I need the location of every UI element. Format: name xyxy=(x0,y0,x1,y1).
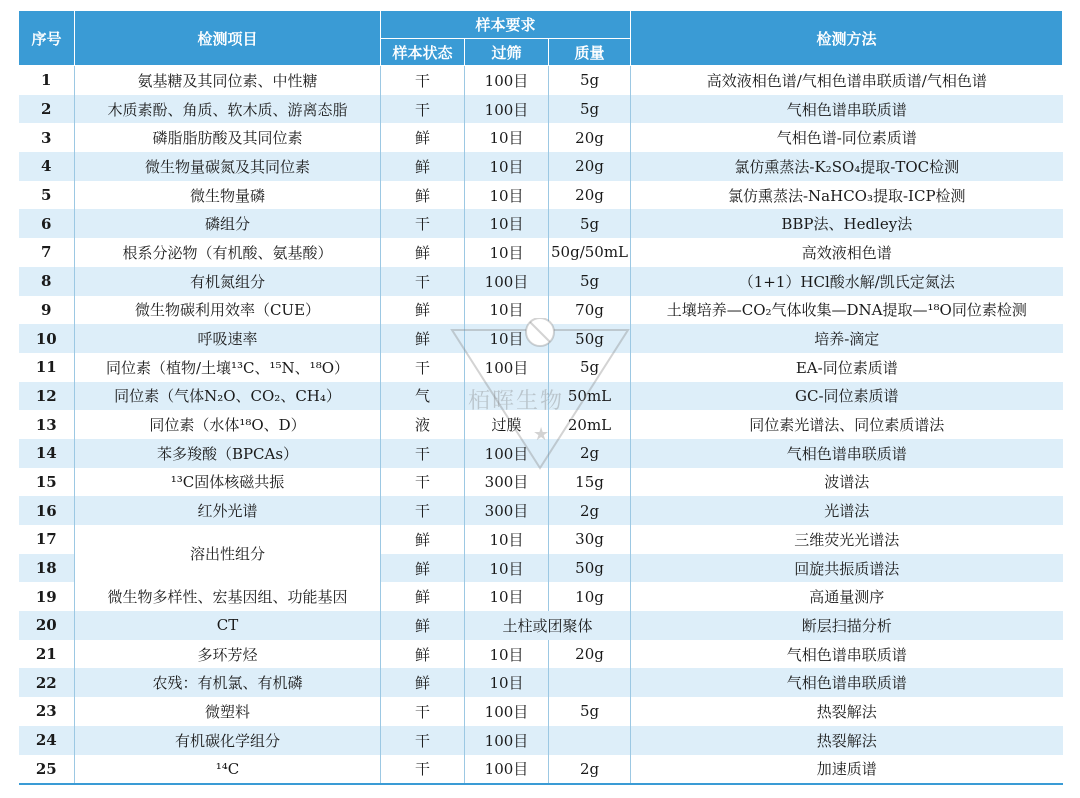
cell-no: 7 xyxy=(19,238,75,267)
watermark-text: 栢晖生物 xyxy=(468,389,565,414)
header-sieve: 过筛 xyxy=(465,39,549,66)
cell-method: （1+1）HCl酸水解/凯氏定氮法 xyxy=(631,267,1063,296)
cell-no: 24 xyxy=(19,726,75,755)
cell-item: 微塑料 xyxy=(75,697,381,726)
cell-state: 鲜 xyxy=(381,152,465,181)
cell-method: 热裂解法 xyxy=(631,697,1063,726)
cell-item: 红外光谱 xyxy=(75,496,381,525)
cell-sieve: 100目 xyxy=(465,755,549,785)
cell-sieve: 10目 xyxy=(465,640,549,669)
cell-mass: 50mL xyxy=(549,382,631,411)
cell-method: 气相色谱串联质谱 xyxy=(631,95,1063,124)
cell-no: 11 xyxy=(19,353,75,382)
cell-item: 农残：有机氯、有机磷 xyxy=(75,668,381,697)
table-row xyxy=(19,209,1063,238)
header-no: 序号 xyxy=(19,11,75,66)
cell-sieve: 10目 xyxy=(465,324,549,353)
cell-method: 气相色谱串联质谱 xyxy=(631,640,1063,669)
cell-sieve: 10目 xyxy=(465,582,549,611)
cell-state: 鲜 xyxy=(381,582,465,611)
cell-state: 干 xyxy=(381,755,465,785)
cell-state: 鲜 xyxy=(381,181,465,210)
cell-method: 热裂解法 xyxy=(631,726,1063,755)
svg-text:★: ★ xyxy=(533,424,550,445)
cell-sieve: 300目 xyxy=(465,468,549,497)
cell-method: 培养-滴定 xyxy=(631,324,1063,353)
table-row xyxy=(19,468,1063,497)
table-row xyxy=(19,611,1063,640)
cell-method: 气相色谱串联质谱 xyxy=(631,439,1063,468)
cell-sieve: 100目 xyxy=(465,353,549,382)
cell-mass: 2g xyxy=(549,496,631,525)
table-row xyxy=(19,267,1063,296)
cell-sieve: 100目 xyxy=(465,726,549,755)
cell-method: 断层扫描分析 xyxy=(631,611,1063,640)
header-state: 样本状态 xyxy=(381,39,465,66)
cell-method: 土壤培养—CO₂气体收集—DNA提取—¹⁸O同位素检测 xyxy=(631,296,1063,325)
cell-no: 14 xyxy=(19,439,75,468)
cell-state: 鲜 xyxy=(381,525,465,554)
cell-sieve: 10目 xyxy=(465,123,549,152)
cell-mass: 50g xyxy=(549,324,631,353)
table-row xyxy=(19,755,1063,785)
table-row xyxy=(19,152,1063,181)
table-row xyxy=(19,95,1063,124)
cell-state: 干 xyxy=(381,267,465,296)
cell-state: 干 xyxy=(381,95,465,124)
cell-item: CT xyxy=(75,611,381,640)
cell-sieve: 10目 xyxy=(465,209,549,238)
cell-state: 鲜 xyxy=(381,640,465,669)
cell-state: 鲜 xyxy=(381,123,465,152)
cell-item: 同位素（气体N₂O、CO₂、CH₄） xyxy=(75,382,381,411)
table-row xyxy=(19,697,1063,726)
cell-state: 干 xyxy=(381,439,465,468)
table-row xyxy=(19,439,1063,468)
cell-method: 氯仿熏蒸法-K₂SO₄提取-TOC检测 xyxy=(631,152,1063,181)
table-row xyxy=(19,410,1063,439)
cell-state: 干 xyxy=(381,66,465,95)
cell-item: 微生物碳利用效率（CUE） xyxy=(75,296,381,325)
cell-sieve: 10目 xyxy=(465,525,549,554)
cell-mass: 5g xyxy=(549,697,631,726)
cell-method: 高效液相色谱 xyxy=(631,238,1063,267)
cell-method: 光谱法 xyxy=(631,496,1063,525)
cell-state: 鲜 xyxy=(381,611,465,640)
cell-item: 同位素（植物/土壤¹³C、¹⁵N、¹⁸O） xyxy=(75,353,381,382)
cell-no: 19 xyxy=(19,582,75,611)
table-row xyxy=(19,181,1063,210)
cell-mass: 50g/50mL xyxy=(549,238,631,267)
cell-no: 5 xyxy=(19,181,75,210)
cell-mass: 10g xyxy=(549,582,631,611)
cell-sieve: 100目 xyxy=(465,267,549,296)
cell-mass: 2g xyxy=(549,439,631,468)
cell-item: 有机碳化学组分 xyxy=(75,726,381,755)
cell-no: 10 xyxy=(19,324,75,353)
cell-sieve: 100目 xyxy=(465,66,549,95)
cell-state: 干 xyxy=(381,468,465,497)
cell-sieve: 10目 xyxy=(465,554,549,583)
table-row xyxy=(19,525,1063,554)
cell-item: 氨基糖及其同位素、中性糖 xyxy=(75,66,381,95)
cell-item: 同位素（水体¹⁸O、D） xyxy=(75,410,381,439)
cell-mass: 5g xyxy=(549,95,631,124)
header-method: 检测方法 xyxy=(631,11,1063,66)
cell-mass: 20g xyxy=(549,152,631,181)
cell-sieve: 100目 xyxy=(465,439,549,468)
cell-mass: 5g xyxy=(549,353,631,382)
cell-state: 干 xyxy=(381,209,465,238)
cell-method: 波谱法 xyxy=(631,468,1063,497)
cell-method: 同位素光谱法、同位素质谱法 xyxy=(631,410,1063,439)
cell-item: 根系分泌物（有机酸、氨基酸） xyxy=(75,238,381,267)
table-row xyxy=(19,726,1063,755)
cell-method: 氯仿熏蒸法-NaHCO₃提取-ICP检测 xyxy=(631,181,1063,210)
table-row xyxy=(19,496,1063,525)
cell-method: BBP法、Hedley法 xyxy=(631,209,1063,238)
header-mass: 质量 xyxy=(549,39,631,66)
cell-no: 18 xyxy=(19,554,75,583)
cell-state: 鲜 xyxy=(381,296,465,325)
cell-no: 22 xyxy=(19,668,75,697)
cell-state: 鲜 xyxy=(381,324,465,353)
cell-state: 鲜 xyxy=(381,554,465,583)
cell-mass: 5g xyxy=(549,66,631,95)
cell-no: 21 xyxy=(19,640,75,669)
cell-no: 6 xyxy=(19,209,75,238)
cell-state: 气 xyxy=(381,382,465,411)
cell-mass: 20g xyxy=(549,123,631,152)
cell-item: 磷脂脂肪酸及其同位素 xyxy=(75,123,381,152)
table-row xyxy=(19,640,1063,669)
cell-method: EA-同位素质谱 xyxy=(631,353,1063,382)
table-row xyxy=(19,668,1063,697)
cell-method: 气相色谱-同位素质谱 xyxy=(631,123,1063,152)
cell-no: 9 xyxy=(19,296,75,325)
cell-sieve: 300目 xyxy=(465,496,549,525)
cell-state: 鲜 xyxy=(381,238,465,267)
cell-sieve: 过膜 xyxy=(465,410,549,439)
cell-no: 20 xyxy=(19,611,75,640)
cell-no: 23 xyxy=(19,697,75,726)
header-item: 检测项目 xyxy=(75,11,381,66)
cell-item: 呼吸速率 xyxy=(75,324,381,353)
cell-state: 鲜 xyxy=(381,668,465,697)
cell-no: 3 xyxy=(19,123,75,152)
cell-method: 气相色谱串联质谱 xyxy=(631,668,1063,697)
cell-item: 苯多羧酸（BPCAs） xyxy=(75,439,381,468)
cell-no: 8 xyxy=(19,267,75,296)
cell-method: 三维荧光光谱法 xyxy=(631,525,1063,554)
table-row xyxy=(19,66,1063,95)
cell-sieve: 土柱或团聚体 xyxy=(465,611,631,640)
cell-no: 2 xyxy=(19,95,75,124)
cell-sieve: 100目 xyxy=(465,697,549,726)
cell-item: ¹⁴C xyxy=(75,755,381,785)
cell-method: 加速质谱 xyxy=(631,755,1063,785)
cell-item: 多环芳烃 xyxy=(75,640,381,669)
table-row xyxy=(19,382,1063,411)
cell-mass: 20mL xyxy=(549,410,631,439)
cell-mass: 2g xyxy=(549,755,631,785)
cell-mass: 5g xyxy=(549,267,631,296)
cell-mass: 15g xyxy=(549,468,631,497)
cell-item: 微生物量碳氮及其同位素 xyxy=(75,152,381,181)
header-sample-requirements: 样本要求 xyxy=(381,11,631,39)
table-row xyxy=(19,353,1063,382)
cell-item: 微生物量磷 xyxy=(75,181,381,210)
cell-mass: 5g xyxy=(549,209,631,238)
cell-no: 25 xyxy=(19,755,75,785)
cell-mass: 70g xyxy=(549,296,631,325)
cell-mass: 50g xyxy=(549,554,631,583)
cell-sieve: 10目 xyxy=(465,668,549,697)
cell-no: 12 xyxy=(19,382,75,411)
cell-no: 13 xyxy=(19,410,75,439)
table-row xyxy=(19,238,1063,267)
cell-no: 15 xyxy=(19,468,75,497)
cell-item: 木质素酚、角质、软木质、游离态脂 xyxy=(75,95,381,124)
cell-method: 回旋共振质谱法 xyxy=(631,554,1063,583)
table-row xyxy=(19,324,1063,353)
cell-state: 液 xyxy=(381,410,465,439)
cell-item: 微生物多样性、宏基因组、功能基因 xyxy=(75,582,381,611)
cell-sieve: 10目 xyxy=(465,181,549,210)
table-row xyxy=(19,123,1063,152)
cell-state: 干 xyxy=(381,697,465,726)
test-items-table xyxy=(18,10,1063,785)
cell-mass: 30g xyxy=(549,525,631,554)
cell-sieve xyxy=(465,382,549,411)
cell-sieve: 10目 xyxy=(465,296,549,325)
cell-mass: 20g xyxy=(549,640,631,669)
table-row xyxy=(19,296,1063,325)
table-row xyxy=(19,582,1063,611)
cell-item: ¹³C固体核磁共振 xyxy=(75,468,381,497)
cell-no: 4 xyxy=(19,152,75,181)
cell-state: 干 xyxy=(381,496,465,525)
cell-method: 高通量测序 xyxy=(631,582,1063,611)
cell-no: 1 xyxy=(19,66,75,95)
cell-method: GC-同位素质谱 xyxy=(631,382,1063,411)
cell-sieve: 10目 xyxy=(465,238,549,267)
cell-state: 干 xyxy=(381,726,465,755)
cell-item: 有机氮组分 xyxy=(75,267,381,296)
cell-no: 17 xyxy=(19,525,75,554)
cell-no: 16 xyxy=(19,496,75,525)
cell-method: 高效液相色谱/气相色谱串联质谱/气相色谱 xyxy=(631,66,1063,95)
cell-state: 干 xyxy=(381,353,465,382)
cell-item: 溶出性组分 xyxy=(75,525,381,582)
cell-mass: 20g xyxy=(549,181,631,210)
cell-mass xyxy=(549,668,631,697)
cell-mass xyxy=(549,726,631,755)
cell-sieve: 100目 xyxy=(465,95,549,124)
cell-item: 磷组分 xyxy=(75,209,381,238)
cell-sieve: 10目 xyxy=(465,152,549,181)
